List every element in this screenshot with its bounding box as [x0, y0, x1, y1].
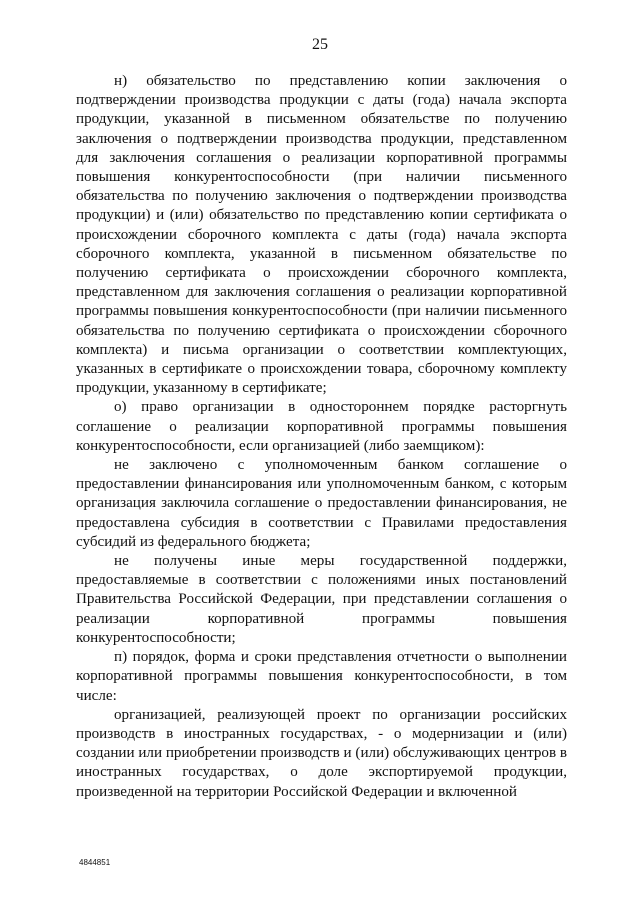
paragraph-o-item-2: не получены иные меры государственной поддержки, предоставляемые в соответствии с положениями иных постановлений Правительства Российской Федерации, при представлении соглашения о реализации корпоративной программы повышения конкурентоспособности; [76, 553, 567, 646]
paragraph-o-item-1: не заключено с уполномоченным банком соглашение о предоставлении финансирования или уполномоченным банком, с которым организация заключила соглашение о предоставлении финансирования, не предоставлена субсидия в соответствии с Правилами предоставления субсидий из федерального бюджета; [76, 457, 567, 550]
page-number: 25 [312, 36, 328, 53]
paragraph-p: п) порядок, форма и сроки представления отчетности о выполнении корпоративной программы повышения конкурентоспособности, в том числе: [76, 649, 567, 704]
paragraph-n: н) обязательство по представлению копии заключения о подтверждении производства продукции с даты (года) начала экспорта продукции, указанной в письменном обязательстве по получению заключения о подтверждении производства продукции, представленном для заключения соглашения о реализации корпоративной программы повышения конкурентоспособности (при наличии письменного обязательства по получению заключения о подтверждении производства продукции) и (или) обязательство по представлению копии сертификата о происхождении сборочного комплекта с даты (года) начала экспорта сборочного комплекта, указанной в письменном обязательстве по получению сертификата о происхождении сборочного комплекта, представленном для заключения соглашения о реализации корпоративной программы повышения конкурентоспособности (при наличии письменного обязательства по получению сертификата о происхождении сборочного комплекта) и письма организации о соответствии комплектующих, указанных в сертификате о происхождении товара, сборочному комплекту продукции, указанному в сертификате; [76, 73, 567, 397]
paragraph-o: о) право организации в одностороннем порядке расторгнуть соглашение о реализации корпоративной программы повышения конкурентоспособности, если организацией (либо заемщиком): [76, 399, 567, 454]
document-body [76, 72, 567, 802]
paragraph-p-item-1: организацией, реализующей проект по организации российских производств в иностранных государствах, - о модернизации и (или) создании или приобретении производств и (или) обслуживающих центров в иностранных государствах, о доле экспортируемой продукции, произведенной на территории Российской Федерации и включенной [76, 706, 567, 800]
document-code: 4844851 [79, 858, 111, 867]
